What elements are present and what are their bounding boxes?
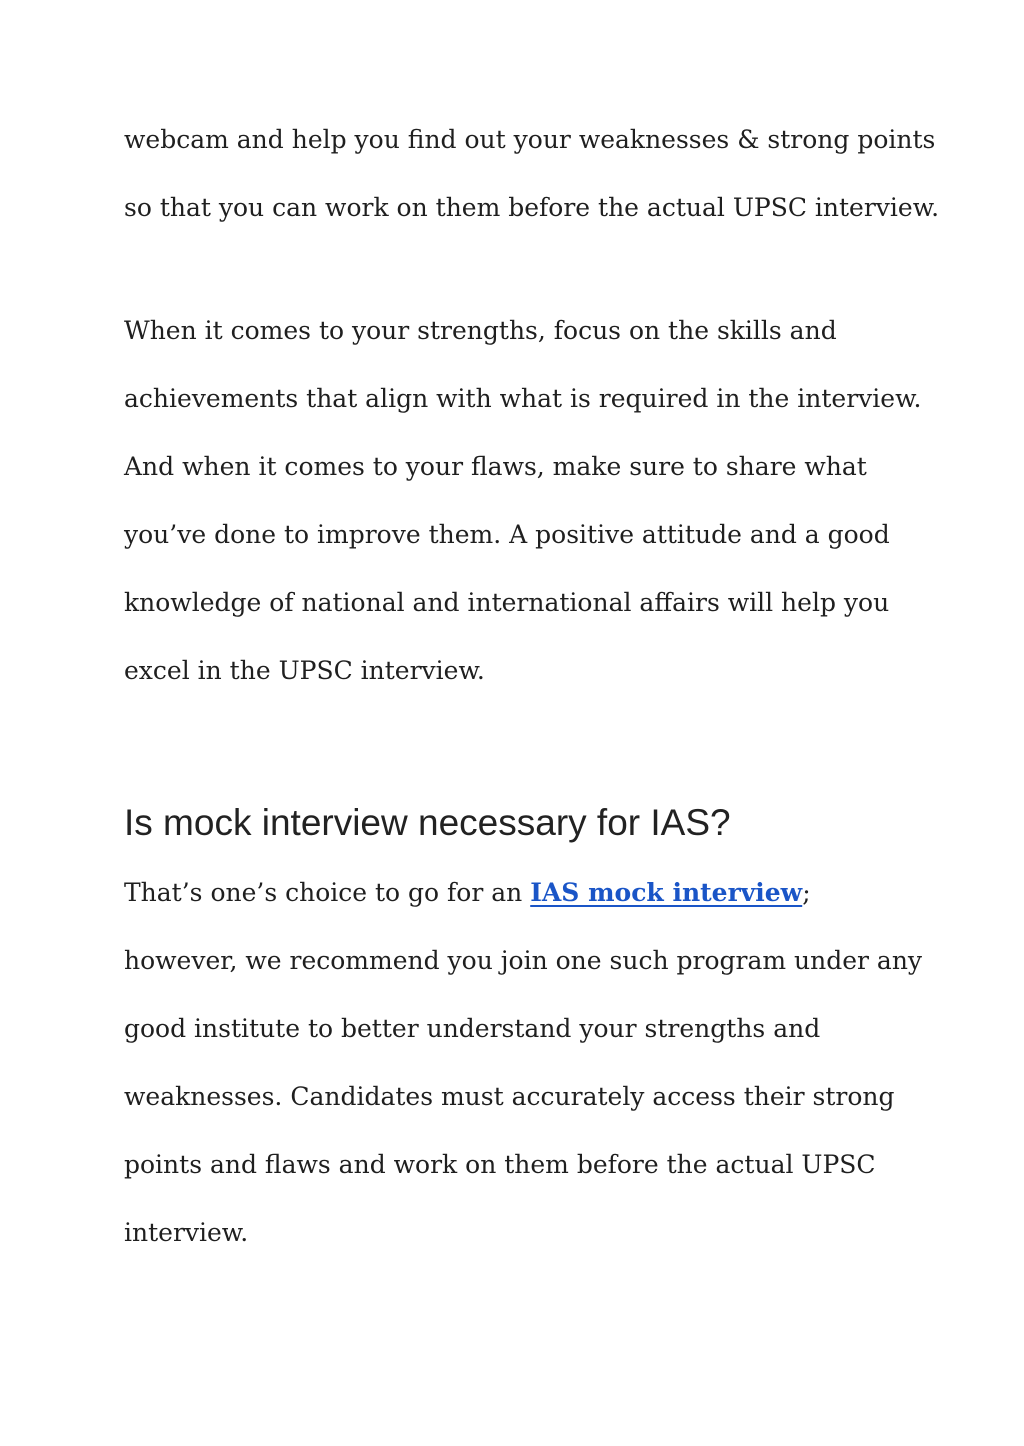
paragraph-3-line-3: good institute to better understand your strengths and	[124, 1014, 821, 1043]
paragraph-2-line-4: you’ve done to improve them. A positive attitude and a good	[124, 520, 890, 549]
paragraph-3-line-2: however, we recommend you join one such program under any	[124, 946, 923, 975]
paragraph-3-line-1-text: That’s one’s choice to go for an	[124, 878, 531, 907]
paragraph-3-line-4: weaknesses. Candidates must accurately access their strong	[124, 1082, 895, 1111]
paragraph-1-line-2: so that you can work on them before the actual UPSC interview.	[124, 193, 940, 222]
ias-mock-interview-link[interactable]: IAS mock interview	[530, 878, 803, 907]
paragraph-2-line-3: And when it comes to your flaws, make sure to share what	[124, 452, 867, 481]
paragraph-1-line-1: webcam and help you find out your weaknesses & strong points	[124, 125, 936, 154]
paragraph-3-line-6: interview.	[124, 1218, 249, 1247]
paragraph-2-line-2: achievements that align with what is required in the interview.	[124, 384, 922, 413]
paragraph-2-line-1: When it comes to your strengths, focus on the skills and	[124, 316, 837, 345]
paragraph-2-line-5: knowledge of national and international affairs will help you	[124, 588, 890, 617]
paragraph-3-line-5: points and flaws and work on them before the actual UPSC	[124, 1150, 876, 1179]
paragraph-2-line-6: excel in the UPSC interview.	[124, 656, 485, 685]
section-heading: Is mock interview necessary for IAS?	[124, 802, 731, 843]
paragraph-3-line-1	[124, 878, 811, 908]
paragraph-3-line-1-suffix: ;	[802, 878, 811, 907]
